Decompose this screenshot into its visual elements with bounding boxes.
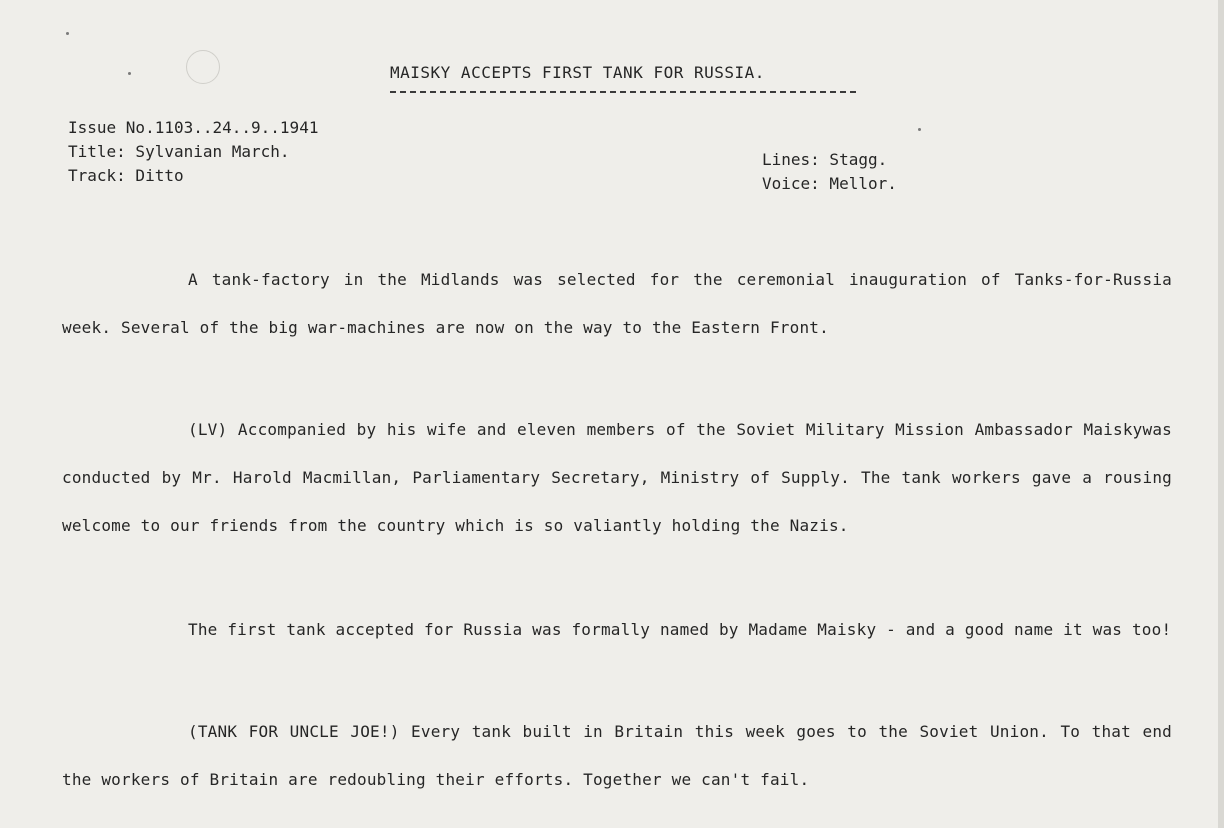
title-underline: [390, 91, 856, 93]
paragraph-2: (LV) Accompanied by his wife and eleven members of the Soviet Military Mission Ambassador Maiskywas conducted by Mr. Harold Macmillan, Parliamentary Secretary, Ministry of Supply. The tank workers gave a rousing welcome to our friends from the country which is so valiantly holding the Nazis.: [62, 420, 1172, 535]
voice-credit: Voice: Mellor.: [762, 174, 897, 193]
lines-credit: Lines: Stagg.: [762, 150, 888, 169]
paper-speck: [128, 72, 131, 75]
paragraph-3: The first tank accepted for Russia was formally named by Madame Maisky - and a good name it was too!: [188, 620, 1172, 639]
paper-speck: [66, 32, 69, 35]
credit-details: [762, 148, 897, 196]
paragraph-4: (TANK FOR UNCLE JOE!) Every tank built in Britain this week goes to the Soviet Union. To that end the workers of Britain are redoubling their efforts. Together we can't fail.: [62, 722, 1172, 789]
issue-details: [68, 116, 318, 188]
paragraph-1: A tank-factory in the Midlands was selected for the ceremonial inauguration of Tanks-for-Russia week. Several of the big war-machines are now on the way to the Eastern Front.: [62, 270, 1172, 337]
track-name: Track: Ditto: [68, 166, 184, 185]
music-title: Title: Sylvanian March.: [68, 142, 290, 161]
page-edge: [1218, 0, 1224, 828]
punch-hole: [186, 50, 220, 84]
paper-speck: [918, 128, 921, 131]
document-title: MAISKY ACCEPTS FIRST TANK FOR RUSSIA.: [390, 63, 765, 82]
issue-number: Issue No.1103..24..9..1941: [68, 118, 319, 137]
